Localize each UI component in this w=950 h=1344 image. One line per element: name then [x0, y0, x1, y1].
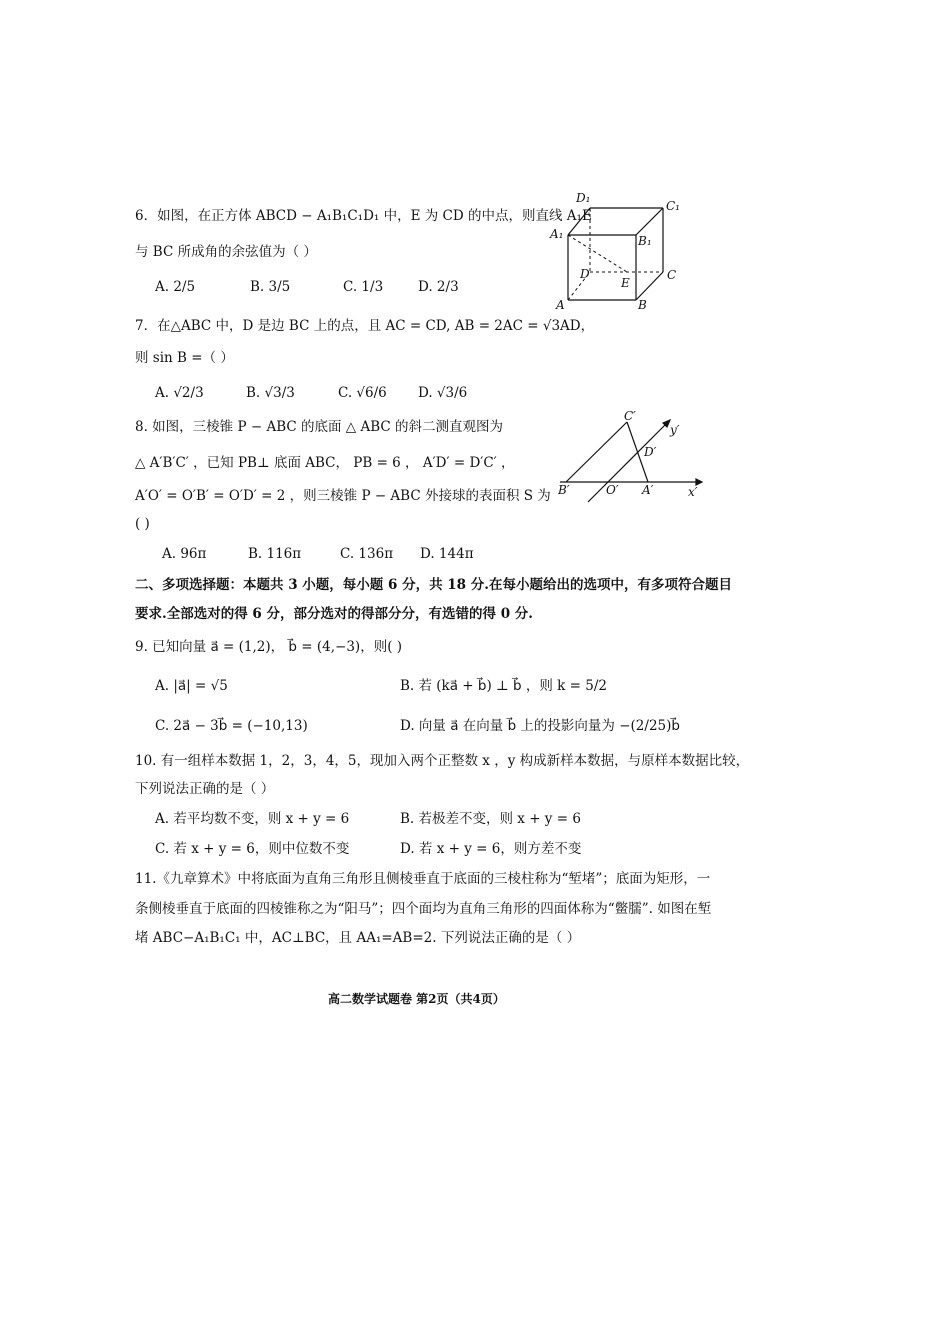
q8-option-d: D. 144π [420, 546, 474, 562]
q6-option-d: D. 2/3 [418, 279, 459, 295]
fig8-label-x: x′ [688, 485, 698, 499]
q8-line3: A′O′ = O′B′ = O′D′ = 2 ，则三棱锥 P − ABC 外接球的表面积 S 为 [135, 488, 551, 504]
q8-line4: ( ) [135, 516, 150, 532]
cube-label-b: B [638, 298, 647, 312]
q9-option-d: D. 向量 a⃗ 在向量 b⃗ 上的投影向量为 −(2/25)b⃗ [400, 718, 680, 734]
q11-line3: 堵 ABC−A₁B₁C₁ 中，AC⊥BC，且 AA₁=AB=2. 下列说法正确的是（ ） [135, 930, 581, 946]
q6-option-c: C. 1/3 [343, 279, 384, 295]
q9-option-c: C. 2a⃗ − 3b⃗ = (−10,13) [155, 718, 308, 734]
cube-label-a1: A₁ [550, 227, 564, 241]
q10-option-d: D. 若 x + y = 6，则方差不变 [400, 841, 582, 857]
q8-option-a: A. 96π [162, 546, 207, 562]
fig8-label-o: O′ [606, 483, 619, 497]
q11-line2: 条侧棱垂直于底面的四棱锥称之为“阳马”；四个面均为直角三角形的四面体称为“鳖臑”. 如图在堑 [135, 901, 712, 917]
q8-option-c: C. 136π [340, 546, 394, 562]
q10-option-b: B. 若极差不变，则 x + y = 6 [400, 811, 581, 827]
fig8-label-d: D′ [644, 445, 657, 459]
cube-label-b1: B₁ [638, 234, 652, 248]
section2-line2: 要求.全部选对的得 6 分，部分选对的得部分分，有选错的得 0 分. [135, 606, 533, 622]
oblique-figure [552, 410, 712, 510]
q7-option-d: D. √3/6 [418, 385, 468, 401]
cube-label-d1: D₁ [576, 191, 591, 205]
q10-line1: 10. 有一组样本数据 1，2，3，4，5，现加入两个正整数 x ，y 构成新样本数据，与原样本数据比较， [135, 753, 750, 769]
q8-line2: △ A′B′C′ ，已知 PB⊥ 底面 ABC， PB = 6 ， A′D′ = D′C′ ， [135, 455, 515, 471]
q7-line2: 则 sin B =（ ） [135, 350, 234, 366]
fig8-label-c: C′ [624, 410, 636, 423]
q11-line1: 11.《九章算术》中将底面为直角三角形且侧棱垂直于底面的三棱柱称为“堑堵”；底面为矩形，一 [135, 871, 711, 887]
cube-label-e: E [621, 276, 630, 290]
q10-option-c: C. 若 x + y = 6，则中位数不变 [155, 841, 350, 857]
cube-label-c1: C₁ [666, 199, 680, 213]
q6-option-b: B. 3/5 [250, 279, 291, 295]
cube-figure [548, 188, 698, 314]
cube-label-d: D [580, 267, 590, 281]
q7-option-c: C. √6/6 [338, 385, 387, 401]
q9-option-a: A. |a⃗| = √5 [155, 678, 228, 694]
section2-line1: 二、多项选择题：本题共 3 小题，每小题 6 分，共 18 分.在每小题给出的选项中，有多项符合题目 [135, 577, 732, 593]
q6-option-a: A. 2/5 [155, 279, 196, 295]
q8-line1: 8. 如图，三棱锥 P − ABC 的底面 △ ABC 的斜二测直观图为 [135, 419, 503, 435]
q7-option-a: A. √2/3 [155, 385, 204, 401]
q7-line1: 7．在△ABC 中，D 是边 BC 上的点，且 AC = CD, AB = 2AC = √3AD， [135, 318, 595, 334]
q8-option-b: B. 116π [248, 546, 302, 562]
fig8-label-b: B′ [558, 483, 570, 497]
q9-option-b: B. 若 (ka⃗ + b⃗) ⊥ b⃗ ，则 k = 5/2 [400, 678, 607, 694]
page-footer: 高二数学试题卷 第2页（共4页） [328, 992, 505, 1006]
q10-option-a: A. 若平均数不变，则 x + y = 6 [155, 811, 350, 827]
q6-line2: 与 BC 所成角的余弦值为（ ） [135, 244, 317, 260]
q6-line1: 6．如图，在正方体 ABCD − A₁B₁C₁D₁ 中，E 为 CD 的中点，则直线 A₁E [135, 208, 592, 224]
q9-stem: 9. 已知向量 a⃗ = (1,2)， b⃗ = (4,−3)，则( ) [135, 639, 403, 655]
fig8-label-a: A′ [642, 483, 654, 497]
q10-line2: 下列说法正确的是（ ） [135, 781, 275, 797]
cube-label-c: C [667, 268, 677, 282]
cube-label-a: A [556, 298, 565, 312]
fig8-label-y: y′ [670, 423, 680, 437]
q7-option-b: B. √3/3 [246, 385, 295, 401]
